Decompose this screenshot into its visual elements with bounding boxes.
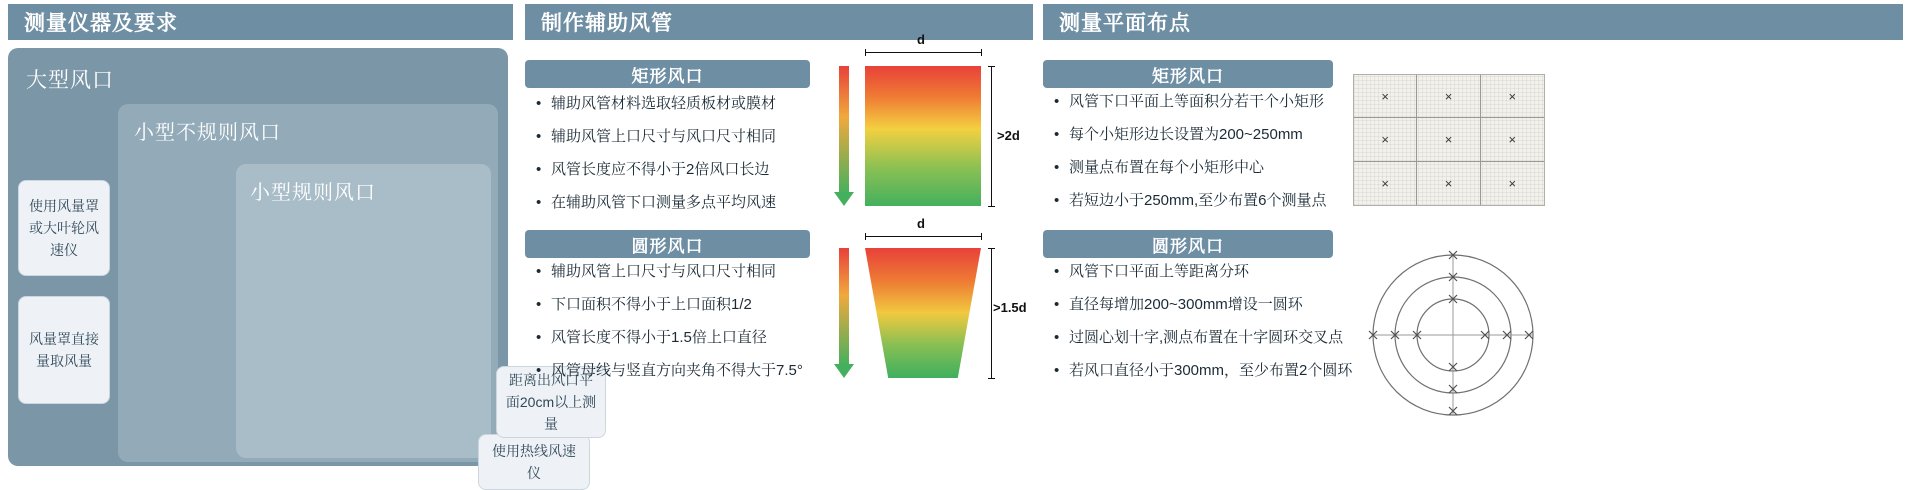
list-item: • 辅助风管上口尺寸与风口尺寸相同	[551, 262, 831, 282]
column-instruments	[8, 4, 597, 481]
list-item: • 风管下口平面上等距离分环	[1069, 262, 1369, 282]
subheader-duct-rect: 矩形风口	[525, 60, 810, 88]
list-item: • 辅助风管材料选取轻质板材或膜材	[551, 94, 831, 114]
flow-arrow-icon	[839, 66, 849, 194]
subheader-measure-rect: 矩形风口	[1043, 60, 1333, 88]
dimension-label-2d: >2d	[997, 128, 1020, 143]
dimension-tick	[865, 233, 866, 240]
column-measure-points	[1043, 4, 1903, 470]
list-item: • 若短边小于250mm,至少布置6个测量点	[1069, 191, 1369, 211]
panel-small-irregular-vent	[118, 104, 597, 481]
list-item: • 风管长度不得小于1.5倍上口直径	[551, 328, 831, 348]
list-item: • 风管下口平面上等面积分若干个小矩形	[1069, 92, 1369, 112]
list-item: • 在辅助风管下口测量多点平均风速	[551, 193, 831, 213]
bullets-duct-round	[531, 262, 831, 394]
list-item: • 风管母线与竖直方向夹角不得大于7.5°	[551, 361, 831, 381]
list-item: • 过圆心划十字,测点布置在十字圆环交叉点	[1069, 328, 1369, 348]
grid-point-marker: ×	[1417, 75, 1480, 118]
card-regular-method: 距离出风口平面20cm以上测量	[496, 366, 606, 438]
figure-round-ring-points	[1353, 250, 1553, 420]
label-small-regular-vent: 小型规则风口	[250, 182, 376, 204]
grid-point-marker: ×	[1481, 75, 1544, 118]
bullets-measure-round	[1049, 262, 1369, 394]
panel-header-measure: 测量平面布点	[1043, 4, 1903, 40]
dimension-tick	[981, 49, 982, 56]
dimension-tick	[988, 248, 995, 249]
grid-point-marker: ×	[1481, 118, 1544, 161]
list-item: • 辅助风管上口尺寸与风口尺寸相同	[551, 127, 831, 147]
dimension-line-top-round	[865, 236, 981, 237]
bullets-duct-rect	[531, 94, 831, 226]
dimension-tick	[981, 233, 982, 240]
list-item: • 若风口直径小于300mm，至少布置2个圆环	[1069, 361, 1369, 381]
dimension-line-side-round	[991, 248, 992, 378]
dimension-label-d-round: d	[917, 216, 925, 231]
dimension-tick	[988, 206, 995, 207]
label-small-irregular-vent: 小型不规则风口	[134, 122, 281, 144]
figure-rect-grid-points	[1353, 74, 1545, 206]
grid-point-marker: ×	[1417, 118, 1480, 161]
panel-header-instruments: 测量仪器及要求	[8, 4, 513, 40]
dimension-label-d-rect: d	[917, 32, 925, 47]
grid-point-marker: ×	[1417, 162, 1480, 205]
list-item: • 下口面积不得小于上口面积1/2	[551, 295, 831, 315]
figure-round-duct	[865, 248, 981, 378]
grid-point-marker: ×	[1508, 175, 1517, 191]
grid-point-marker: ×	[1354, 75, 1417, 118]
dimension-tick	[988, 378, 995, 379]
dimension-tick	[988, 66, 995, 67]
grid-point-marker: ×	[1354, 118, 1417, 161]
dimension-line-side-rect	[991, 66, 992, 206]
bullets-measure-rect	[1049, 92, 1369, 224]
dimension-tick	[865, 49, 866, 56]
card-regular-instrument: 使用热线风速仪	[478, 434, 590, 490]
flow-arrow-icon	[839, 248, 849, 366]
card-large-method: 风量罩直接量取风量	[18, 296, 110, 404]
concentric-rings-icon	[1353, 250, 1553, 420]
subheader-duct-round: 圆形风口	[525, 230, 810, 258]
panel-header-duct: 制作辅助风管	[525, 4, 1033, 40]
list-item: • 每个小矩形边长设置为200~250mm	[1069, 125, 1369, 145]
list-item: • 风管长度应不得小于2倍风口长边	[551, 160, 831, 180]
list-item: • 测量点布置在每个小矩形中心	[1069, 158, 1369, 178]
grid-point-marker: ×	[1354, 162, 1417, 205]
panel-large-vent	[8, 48, 597, 481]
dimension-label-1-5d: >1.5d	[993, 300, 1027, 315]
subheader-measure-round: 圆形风口	[1043, 230, 1333, 258]
column-duct	[525, 4, 1033, 470]
dimension-line-top-rect	[865, 52, 981, 53]
list-item: • 直径每增加200~300mm增设一圆环	[1069, 295, 1369, 315]
label-large-vent: 大型风口	[26, 69, 114, 92]
card-large-instrument: 使用风量罩或大叶轮风速仪	[18, 180, 110, 276]
figure-rect-duct	[865, 66, 981, 206]
